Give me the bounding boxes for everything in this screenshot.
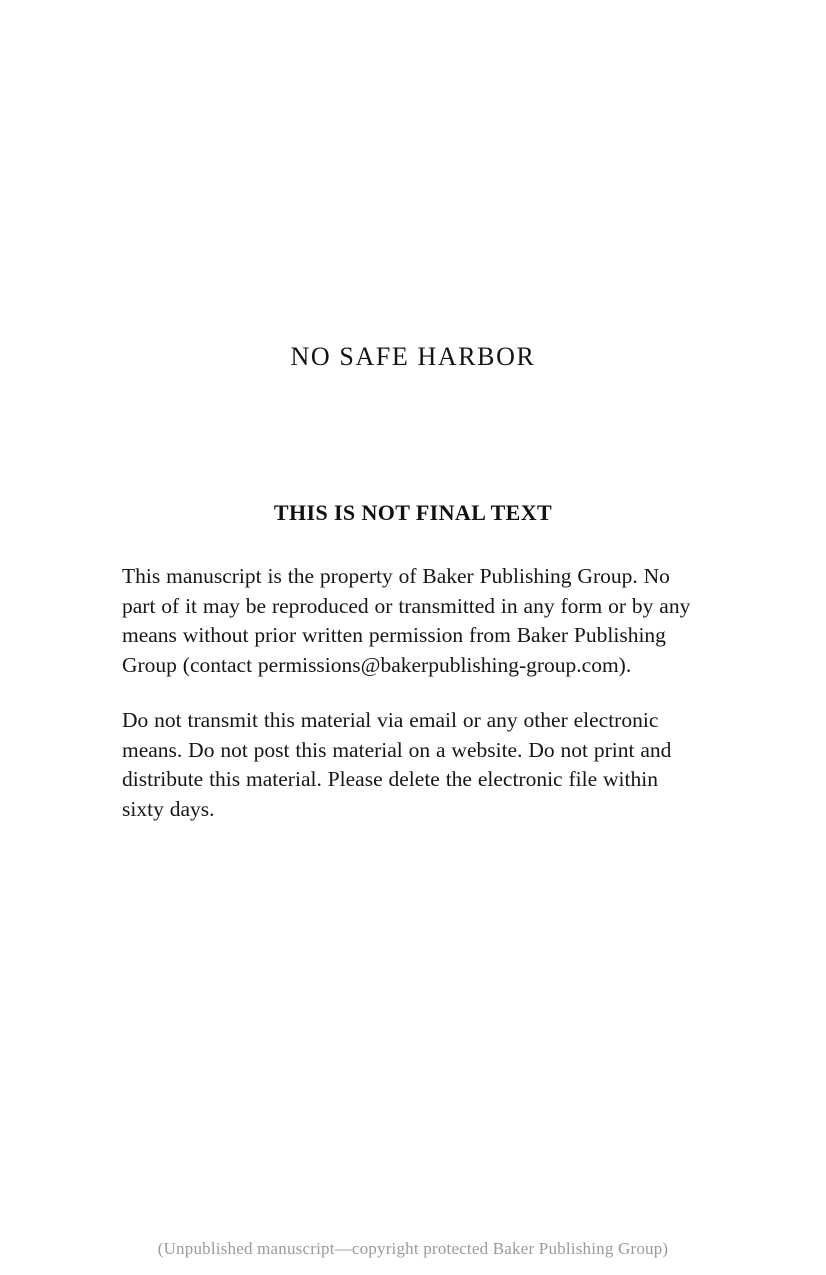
notice-heading: THIS IS NOT FINAL TEXT [273, 500, 553, 525]
page-title: NO SAFE HARBOR [290, 342, 536, 371]
notice-block [122, 500, 704, 824]
notice-paragraph-distribution: Do not transmit this material via email or any other electronic means. Do not post this material on a website. Do not print and distribute this material. Please delete the electronic file within sixty days. [122, 708, 672, 821]
notice-paragraph-property: This manuscript is the property of Baker Publishing Group. No part of it may be reproduced or transmitted in any form or by any means without prior written permission from Baker Publishing Group (contact permissions@bakerpublishing-group.com). [122, 564, 691, 677]
page-footer: (Unpublished manuscript—copyright protected Baker Publishing Group) [157, 1239, 669, 1258]
